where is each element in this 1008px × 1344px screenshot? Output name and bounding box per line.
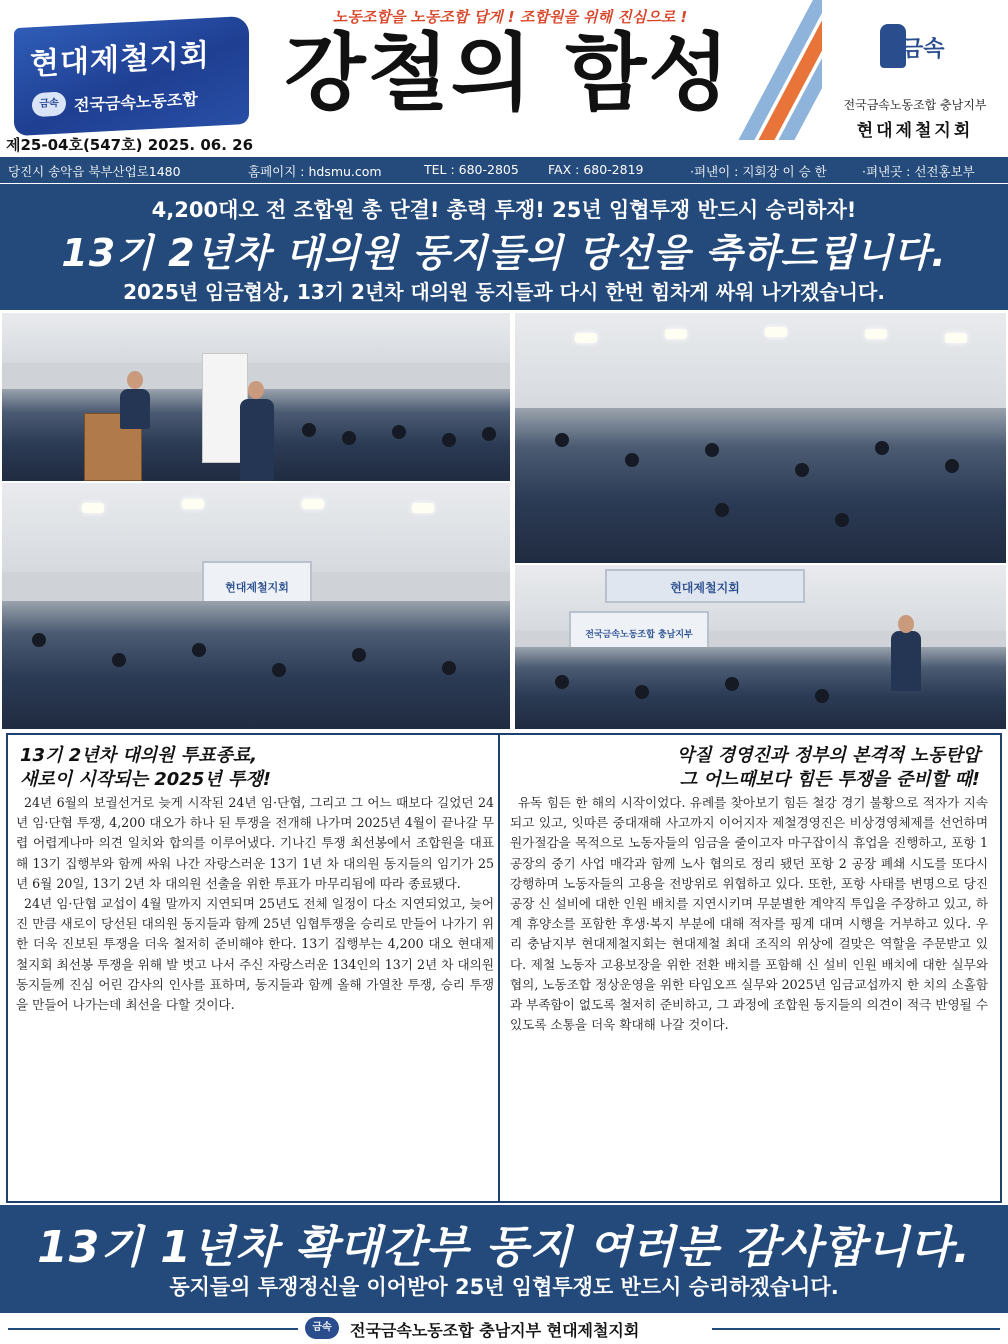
publisher: ·펴낸이 : 지회장 이 승 한: [690, 164, 827, 179]
ceiling-light: [302, 499, 324, 509]
speaker-head: [248, 381, 264, 399]
article-left-heading-1: 13기 2년차 대의원 투표종료,: [20, 745, 258, 766]
photo-speakers: [2, 313, 510, 481]
org-name-line1: 전국금속노동조합 충남지부: [843, 98, 987, 112]
bottom-banner-sub: 동지들의 투쟁정신을 이어받아 25년 임협투쟁도 반드시 승리하겠습니다.: [169, 1275, 839, 1299]
article-right-body: [510, 793, 988, 1035]
ceiling-light: [412, 503, 434, 513]
audience-head: [875, 441, 889, 455]
masthead: [0, 0, 1008, 156]
audience-head: [192, 643, 206, 657]
ceiling-light: [865, 329, 887, 339]
article-right-heading-1: 악질 경영진과 정부의 본격적 노동탄압: [676, 745, 980, 766]
audience-head: [32, 633, 46, 647]
logo-text: 금속: [902, 37, 945, 62]
ceiling-light: [82, 503, 104, 513]
footer-divider: [712, 1328, 1000, 1330]
footer: [0, 1313, 1008, 1344]
audience-head: [835, 513, 849, 527]
article-right-paragraph: 유독 힘든 한 해의 시작이었다. 유례를 찾아보기 힘든 철강 경기 불황으로 적자가 지속되고 있고, 잇따른 중대재해 사고까지 이어지자 제철경영진은 비상경영체제를 선언하며 원가절감을 목적으로 노동자들의 임금을 줄이고자 마구잡이식 휴업을 진행하고, 포항 1 공장의 중기 사업 매각과 함께 노사 협의로 정리 됐던 포항 2 공장 폐쇄 시도를 또다시 강행하며 노동자들의 고용을 전방위로 위협하고 있다. 또한, 포항 사태를 변명으로 당진 공장 신 설비에 대한 인원 배치를 지연시키며 무분별한 계약직 투입을 주장하고 있고, 하계 휴양소를 포함한 후생·복지 부분에 대해 적자를 핑계 대며 시행을 거부하고 있다. 우리 충남지부 현대제철지회는 현대제철 최대 조직의 위상에 걸맞은 역할을 주문받고 있다. 제철 노동자 고용보장을 위한 전환 배치를 포함해 신 설비 인원 배치에 대한 실무와 협의, 노동조합 정상운영을 위한 타임오프 실무와 2025년 임금교섭까지 한 치의 소홀함과 부족함이 없도록 철저히 준비하고, 그 과정에 조합원 동지들의 의견이 적극 반영될 수 있도록 소통을 더욱 확대해 나갈 것이다.: [510, 795, 988, 1033]
headline-banner: [0, 184, 1008, 310]
footer-divider: [8, 1328, 298, 1330]
flag-subtitle: 전국금속노동조합: [74, 89, 198, 116]
address: 당진시 송악읍 북부산업로1480: [8, 164, 181, 179]
bottom-banner-main: 13기 1년차 확대간부 동지 여러분 감사합니다.: [37, 1222, 971, 1273]
article-left-paragraph: 24년 임·단협 교섭이 4월 말까지 지연되며 25년도 전체 일정이 다소 지연되었고, 늦어진 만큼 새로이 당선된 대의원 동지들과 함께 25년 임협투쟁을 승리로 만들어 나가기 위한 더욱 진보된 투쟁을 더욱 철저히 준비해야 한다. 13기 집행부는 4,200 대오 현대제철지회 최선봉 투쟁을 위해 발 벗고 나서 주신 자랑스러운 134인의 13기 2년 차 대의원 동지들께 진심 어린 감사의 인사를 표하며, 동지들과 함께 올해 가열찬 투쟁, 승리 투쟁을 만들어 나가는데 최선을 다할 것이다.: [16, 896, 494, 1013]
photo-ceiling: [515, 313, 1006, 408]
audience-head: [945, 459, 959, 473]
audience-head: [815, 689, 829, 703]
tel: TEL : 680-2805: [424, 162, 519, 177]
footer-logo-icon: 금속: [305, 1317, 339, 1339]
ceiling-light: [575, 333, 597, 343]
article-right-heading-2: 그 어느때보다 힘든 투쟁을 준비할 때!: [679, 769, 980, 790]
headline-main: 13기 2년차 대의원 동지들의 당선을 축하드립니다.: [61, 231, 947, 275]
photo-ceiling: [2, 483, 510, 572]
ceiling-light: [665, 329, 687, 339]
article-left: [8, 735, 500, 1201]
wall-banner: [605, 569, 805, 603]
photo-audience: [2, 601, 510, 729]
headline-bottom: 2025년 임금협상, 13기 2년차 대의원 동지들과 다시 한번 힘차게 싸워 나가겠습니다.: [123, 280, 885, 304]
audience-head: [342, 431, 356, 445]
audience-head: [715, 503, 729, 517]
newspaper-title: 강철의 함성: [284, 24, 732, 122]
screen-text: 현대제철지회: [225, 581, 289, 594]
audience-head: [302, 423, 316, 437]
photo-ceiling: [2, 313, 510, 363]
photo-audience: [515, 647, 1006, 729]
slogan: 노동조합을 노동조합 답게 ! 조합원을 위해 진심으로 !: [332, 8, 688, 26]
homepage: 홈페이지 : hdsmu.com: [248, 164, 382, 179]
articles-box: [6, 733, 1002, 1203]
audience-head: [442, 661, 456, 675]
audience-head: [635, 685, 649, 699]
flag-logo-icon: 금속: [32, 91, 66, 117]
speaker-person: [120, 389, 150, 429]
org-panel: [822, 0, 1008, 156]
ceiling-light: [765, 327, 787, 337]
speaker-head: [898, 615, 914, 633]
photo-collage: [0, 311, 1008, 731]
presentation-screen: [202, 561, 312, 607]
audience-head: [272, 663, 286, 677]
article-right: [502, 735, 994, 1201]
article-left-heading-2: 새로이 시작되는 2025년 투쟁!: [20, 769, 271, 790]
audience-head: [482, 427, 496, 441]
editor: ·펴낸곳 : 선전홍보부: [862, 164, 975, 179]
union-flag-image: [14, 16, 249, 136]
audience-head: [705, 443, 719, 457]
audience-head: [112, 653, 126, 667]
photo-hall-overview: [515, 313, 1006, 563]
audience-head: [725, 677, 739, 691]
org-name-line2: 현대제철지회: [856, 121, 974, 141]
banner-text: 현대제철지회: [670, 581, 740, 595]
speaker-person: [240, 399, 274, 481]
photo-audience: [515, 408, 1006, 563]
fax: FAX : 680-2819: [548, 162, 644, 177]
audience-head: [442, 433, 456, 447]
issue-number: 제25-04호(547호) 2025. 06. 26: [6, 136, 254, 154]
speaker-person: [891, 631, 921, 691]
bottom-banner: [0, 1205, 1008, 1313]
article-left-body: [16, 793, 494, 1015]
article-left-paragraph: 24년 6월의 보궐선거로 늦게 시작된 24년 임·단협, 그리고 그 어느 때보다 길었던 24년 임·단협 투쟁, 4,200 대오가 하나 된 투쟁을 전개해 나가며 2025년 4월이 끝나갈 무렵 어렵게나마 의견 일치와 합의를 이루어냈다. 기나긴 투쟁 최선봉에서 조합원을 대표해 13기 집행부와 함께 싸워 나간 자랑스러운 13기 1년 차 대의원 동지들의 임기가 25년 6월 20일, 13기 2년 차 대의원 선출을 위한 투표가 마무리됨에 따라 종료됐다.: [16, 795, 494, 891]
audience-head: [555, 433, 569, 447]
audience-head: [625, 453, 639, 467]
headline-top: 4,200대오 전 조합원 총 단결! 총력 투쟁! 25년 임협투쟁 반드시 승리하자!: [151, 198, 857, 222]
audience-head: [392, 425, 406, 439]
audience-head: [795, 463, 809, 477]
info-bar: [0, 157, 1008, 183]
audience-head: [555, 675, 569, 689]
photo-hall-screen: [2, 483, 510, 729]
ceiling-light: [945, 333, 967, 343]
flag-title: 현대제철지회: [30, 37, 210, 83]
footer-text: 전국금속노동조합 충남지부 현대제철지회: [350, 1321, 640, 1340]
screen-text: 전국금속노동조합 충남지부: [585, 630, 693, 640]
speaker-head: [127, 371, 143, 389]
audience-head: [352, 648, 366, 662]
metal-union-logo: [880, 20, 952, 72]
photo-speaker-banner: [515, 565, 1006, 729]
ceiling-light: [182, 499, 204, 509]
